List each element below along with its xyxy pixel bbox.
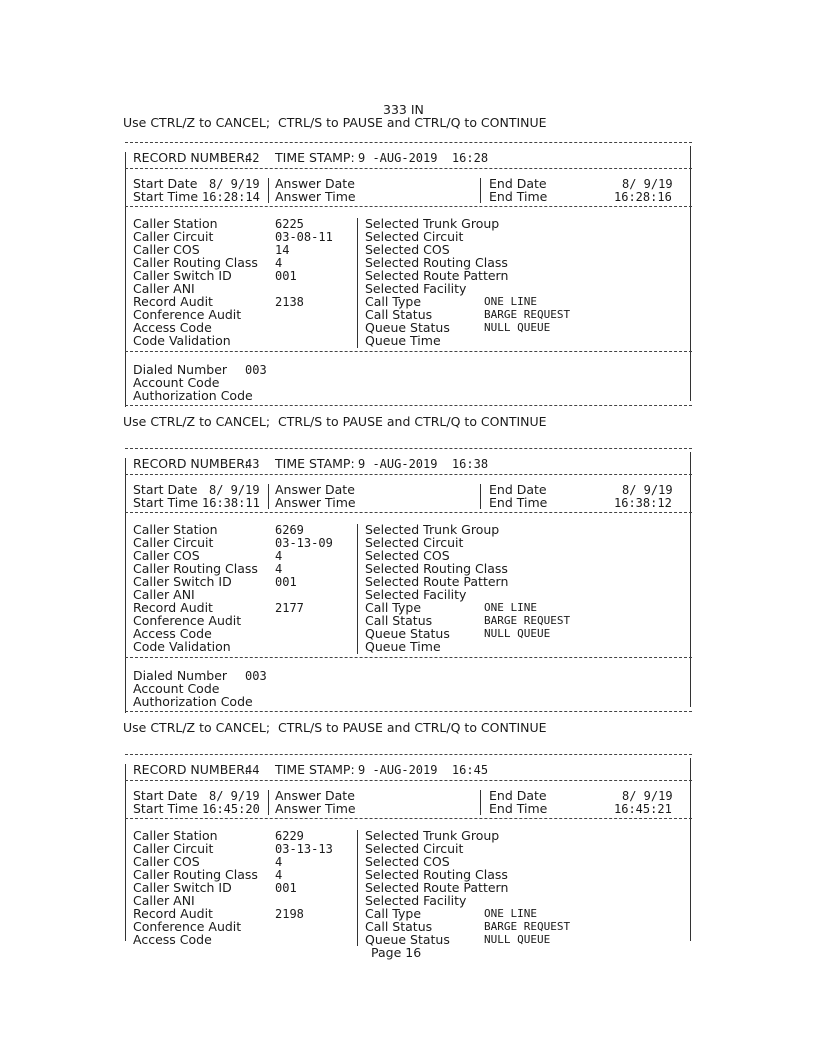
selected-routing-class-label: Selected Routing Class xyxy=(365,867,508,882)
end-date-label: End Date xyxy=(489,482,547,497)
conference-audit-label: Conference Audit xyxy=(133,919,242,934)
caller-station: 6225 xyxy=(275,217,304,231)
queue-status: NULL QUEUE xyxy=(484,933,551,946)
start-date-label: Start Date xyxy=(133,176,198,191)
dialed-number-label: Dialed Number xyxy=(133,668,228,683)
separator xyxy=(268,790,269,815)
caller-station: 6229 xyxy=(275,829,304,843)
start-time: 16:38:11 xyxy=(202,496,260,510)
caller-routing-class: 4 xyxy=(275,868,283,882)
call-type-label: Call Type xyxy=(365,906,422,921)
caller-routing-class-label: Caller Routing Class xyxy=(133,255,258,270)
caller-station-label: Caller Station xyxy=(133,522,218,537)
time-stamp-label: TIME STAMP: xyxy=(275,762,355,777)
time-stamp-label: TIME STAMP: xyxy=(275,456,355,471)
caller-circuit: 03-13-13 xyxy=(275,842,333,856)
separator xyxy=(268,178,269,203)
start-time: 16:28:14 xyxy=(202,190,260,204)
call-status: BARGE REQUEST xyxy=(484,308,571,321)
caller-circuit: 03-13-09 xyxy=(275,536,333,550)
answer-time-label: Answer Time xyxy=(275,495,356,510)
caller-station-label: Caller Station xyxy=(133,828,218,843)
queue-time-label: Queue Time xyxy=(365,639,441,654)
start-date: 8/ 9/19 xyxy=(209,177,260,191)
selected-circuit-label: Selected Circuit xyxy=(365,535,464,550)
time-stamp: 9 -AUG-2019 16:38 xyxy=(358,457,489,471)
right-border xyxy=(690,146,691,401)
queue-status: NULL QUEUE xyxy=(484,627,551,640)
top-instruction: Use CTRL/Z to CANCEL; CTRL/S to PAUSE and CTRL/Q to CONTINUE xyxy=(123,115,547,130)
call-type: ONE LINE xyxy=(484,907,537,920)
selected-circuit-label: Selected Circuit xyxy=(365,229,464,244)
record-instruction: Use CTRL/Z to CANCEL; CTRL/S to PAUSE and CTRL/Q to CONTINUE xyxy=(123,414,547,429)
divider xyxy=(125,818,692,819)
selected-facility-label: Selected Facility xyxy=(365,893,467,908)
end-date: 8/ 9/19 xyxy=(622,483,673,497)
caller-switch-id: 001 xyxy=(275,269,297,283)
queue-status-label: Queue Status xyxy=(365,320,450,335)
selected-facility-label: Selected Facility xyxy=(365,587,467,602)
selected-cos-label: Selected COS xyxy=(365,854,450,869)
separator xyxy=(480,178,481,203)
divider xyxy=(125,142,692,143)
end-time: 16:38:12 xyxy=(614,496,672,510)
separator xyxy=(268,484,269,509)
time-stamp: 9 -AUG-2019 16:28 xyxy=(358,151,489,165)
call-type: ONE LINE xyxy=(484,601,537,614)
selected-route-pattern-label: Selected Route Pattern xyxy=(365,268,509,283)
selected-route-pattern-label: Selected Route Pattern xyxy=(365,574,509,589)
start-time-label: Start Time xyxy=(133,801,199,816)
start-date-label: Start Date xyxy=(133,482,198,497)
left-border xyxy=(125,764,126,941)
caller-switch-id-label: Caller Switch ID xyxy=(133,574,232,589)
selected-routing-class-label: Selected Routing Class xyxy=(365,255,508,270)
call-status-label: Call Status xyxy=(365,307,433,322)
caller-ani-label: Caller ANI xyxy=(133,893,195,908)
answer-time-label: Answer Time xyxy=(275,801,356,816)
call-status-label: Call Status xyxy=(365,919,433,934)
separator xyxy=(357,830,358,946)
account-code-label: Account Code xyxy=(133,681,220,696)
answer-date-label: Answer Date xyxy=(275,788,355,803)
left-border xyxy=(125,458,126,713)
end-time: 16:45:21 xyxy=(614,802,672,816)
record-audit-label: Record Audit xyxy=(133,906,213,921)
end-time-label: End Time xyxy=(489,495,548,510)
selected-trunk-group-label: Selected Trunk Group xyxy=(365,828,500,843)
divider xyxy=(125,780,692,781)
separator xyxy=(357,524,358,654)
right-border xyxy=(690,758,691,941)
caller-circuit-label: Caller Circuit xyxy=(133,535,214,550)
caller-station: 6269 xyxy=(275,523,304,537)
answer-time-label: Answer Time xyxy=(275,189,356,204)
end-time-label: End Time xyxy=(489,801,548,816)
record-number-label: RECORD NUMBER: xyxy=(133,150,249,165)
selected-cos-label: Selected COS xyxy=(365,242,450,257)
call-status-label: Call Status xyxy=(365,613,433,628)
answer-date-label: Answer Date xyxy=(275,482,355,497)
separator xyxy=(480,790,481,815)
call-status: BARGE REQUEST xyxy=(484,614,571,627)
dialed-number: 003 xyxy=(245,669,267,683)
page-number: Page 16 xyxy=(371,945,422,960)
start-time-label: Start Time xyxy=(133,189,199,204)
caller-circuit-label: Caller Circuit xyxy=(133,229,214,244)
record-number-label: RECORD NUMBER: xyxy=(133,456,249,471)
record-audit-label: Record Audit xyxy=(133,294,213,309)
access-code-label: Access Code xyxy=(133,932,212,947)
caller-circuit-label: Caller Circuit xyxy=(133,841,214,856)
caller-switch-id: 001 xyxy=(275,575,297,589)
queue-status-label: Queue Status xyxy=(365,626,450,641)
record-instruction: Use CTRL/Z to CANCEL; CTRL/S to PAUSE and CTRL/Q to CONTINUE xyxy=(123,720,547,735)
access-code-label: Access Code xyxy=(133,626,212,641)
selected-circuit-label: Selected Circuit xyxy=(365,841,464,856)
caller-switch-id-label: Caller Switch ID xyxy=(133,880,232,895)
record-number: 43 xyxy=(245,457,260,471)
divider xyxy=(125,168,692,169)
account-code-label: Account Code xyxy=(133,375,220,390)
time-stamp-label: TIME STAMP: xyxy=(275,150,355,165)
conference-audit-label: Conference Audit xyxy=(133,307,242,322)
caller-circuit: 03-08-11 xyxy=(275,230,333,244)
end-date: 8/ 9/19 xyxy=(622,789,673,803)
call-type-label: Call Type xyxy=(365,294,422,309)
caller-station-label: Caller Station xyxy=(133,216,218,231)
call-type-label: Call Type xyxy=(365,600,422,615)
divider xyxy=(125,474,692,475)
caller-cos: 14 xyxy=(275,243,290,257)
divider xyxy=(125,512,692,513)
selected-trunk-group-label: Selected Trunk Group xyxy=(365,216,500,231)
end-time-label: End Time xyxy=(489,189,548,204)
time-stamp: 9 -AUG-2019 16:45 xyxy=(358,763,489,777)
caller-switch-id-label: Caller Switch ID xyxy=(133,268,232,283)
end-date-label: End Date xyxy=(489,788,547,803)
caller-ani-label: Caller ANI xyxy=(133,587,195,602)
selected-trunk-group-label: Selected Trunk Group xyxy=(365,522,500,537)
divider xyxy=(125,754,692,755)
record-number: 42 xyxy=(245,151,260,165)
authorization-code-label: Authorization Code xyxy=(133,694,253,709)
record-audit: 2177 xyxy=(275,601,304,615)
caller-routing-class-label: Caller Routing Class xyxy=(133,867,258,882)
start-time: 16:45:20 xyxy=(202,802,260,816)
divider xyxy=(125,657,692,658)
end-date-label: End Date xyxy=(489,176,547,191)
caller-cos: 4 xyxy=(275,549,283,563)
caller-routing-class: 4 xyxy=(275,562,283,576)
start-date: 8/ 9/19 xyxy=(209,789,260,803)
code-validation-label: Code Validation xyxy=(133,333,231,348)
selected-cos-label: Selected COS xyxy=(365,548,450,563)
left-border xyxy=(125,152,126,407)
right-border xyxy=(690,452,691,707)
page-header: 333 IN xyxy=(383,102,424,117)
conference-audit-label: Conference Audit xyxy=(133,613,242,628)
divider xyxy=(125,351,692,352)
call-status: BARGE REQUEST xyxy=(484,920,571,933)
start-date: 8/ 9/19 xyxy=(209,483,260,497)
caller-switch-id: 001 xyxy=(275,881,297,895)
dialed-number-label: Dialed Number xyxy=(133,362,228,377)
queue-status: NULL QUEUE xyxy=(484,321,551,334)
divider xyxy=(125,711,692,712)
code-validation-label: Code Validation xyxy=(133,639,231,654)
answer-date-label: Answer Date xyxy=(275,176,355,191)
caller-cos: 4 xyxy=(275,855,283,869)
record-number-label: RECORD NUMBER: xyxy=(133,762,249,777)
record-audit-label: Record Audit xyxy=(133,600,213,615)
selected-facility-label: Selected Facility xyxy=(365,281,467,296)
divider xyxy=(125,448,692,449)
caller-ani-label: Caller ANI xyxy=(133,281,195,296)
selected-routing-class-label: Selected Routing Class xyxy=(365,561,508,576)
access-code-label: Access Code xyxy=(133,320,212,335)
authorization-code-label: Authorization Code xyxy=(133,388,253,403)
end-date: 8/ 9/19 xyxy=(622,177,673,191)
caller-cos-label: Caller COS xyxy=(133,854,200,869)
record-number: 44 xyxy=(245,763,260,777)
end-time: 16:28:16 xyxy=(614,190,672,204)
caller-routing-class: 4 xyxy=(275,256,283,270)
record-audit: 2198 xyxy=(275,907,304,921)
selected-route-pattern-label: Selected Route Pattern xyxy=(365,880,509,895)
divider xyxy=(125,206,692,207)
start-time-label: Start Time xyxy=(133,495,199,510)
divider xyxy=(125,405,692,406)
caller-cos-label: Caller COS xyxy=(133,548,200,563)
caller-routing-class-label: Caller Routing Class xyxy=(133,561,258,576)
start-date-label: Start Date xyxy=(133,788,198,803)
caller-cos-label: Caller COS xyxy=(133,242,200,257)
queue-status-label: Queue Status xyxy=(365,932,450,947)
queue-time-label: Queue Time xyxy=(365,333,441,348)
separator xyxy=(357,218,358,348)
separator xyxy=(480,484,481,509)
dialed-number: 003 xyxy=(245,363,267,377)
call-type: ONE LINE xyxy=(484,295,537,308)
record-audit: 2138 xyxy=(275,295,304,309)
